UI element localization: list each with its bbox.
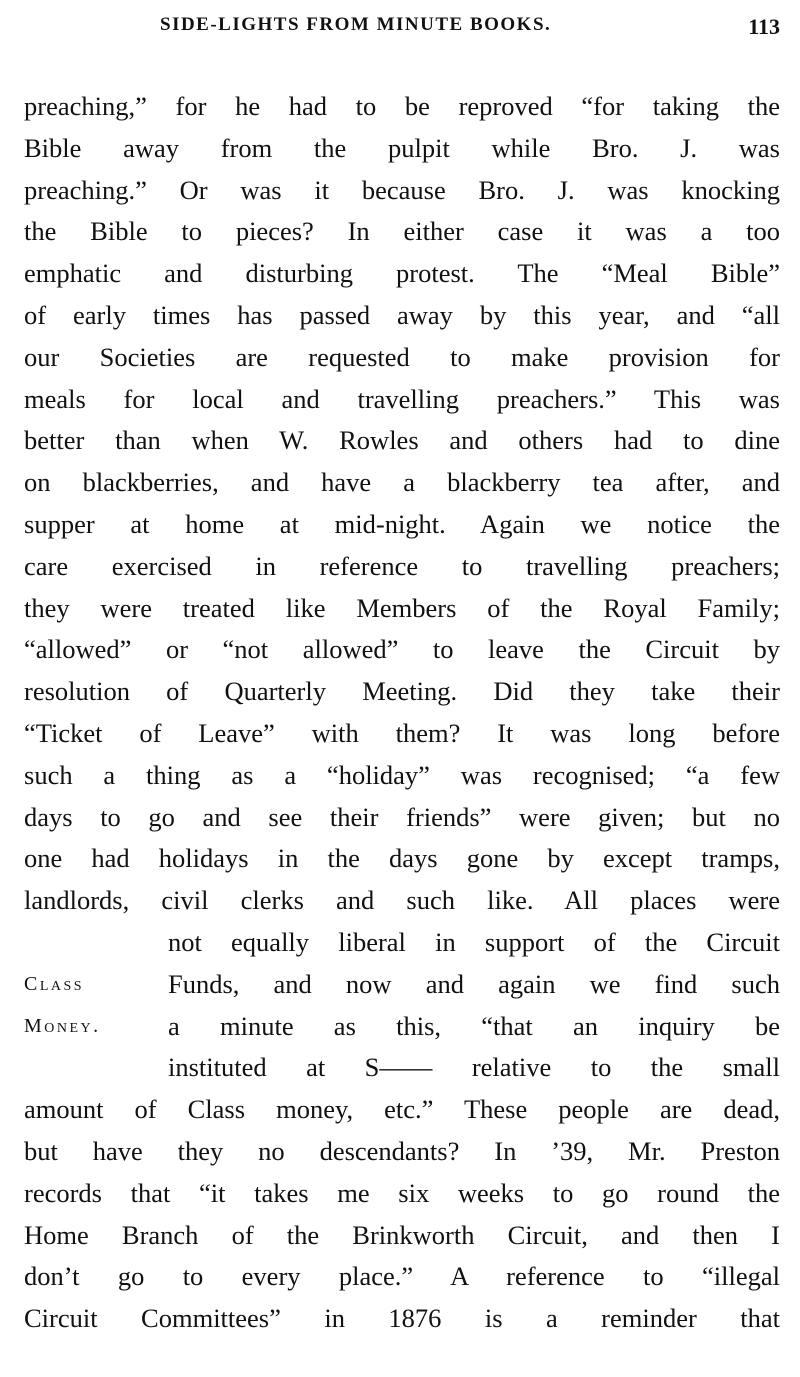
text-line: care exercised in reference to travelling preachers; [24, 550, 780, 581]
text-line: better than when W. Rowles and others had to dine [24, 425, 780, 456]
text-line: but have they no descendants? In ’39, Mr. Preston [24, 1135, 780, 1166]
text-line: don’t go to every place.” A reference to “illegal [24, 1261, 780, 1292]
text-line: landlords, civil clerks and such like. All places were [24, 885, 780, 916]
text-line: preaching.” Or was it because Bro. J. was knocking [24, 174, 780, 205]
text-line: amount of Class money, etc.” These people are dead, [24, 1094, 780, 1125]
text-line: “Ticket of Leave” with them? It was long before [24, 717, 780, 748]
text-line: Circuit Committees” in 1876 is a reminder that [24, 1303, 780, 1334]
margin-note-class: Class [24, 972, 85, 995]
text-line: supper at home at mid-night. Again we notice the [24, 508, 780, 539]
text-line: our Societies are requested to make provision for [24, 341, 780, 372]
text-line: Home Branch of the Brinkworth Circuit, and then I [24, 1219, 780, 1250]
text-line: on blackberries, and have a blackberry tea after, and [24, 467, 780, 498]
page-header [160, 14, 780, 44]
text-line: one had holidays in the days gone by except tramps, [24, 843, 780, 874]
text-line: resolution of Quarterly Meeting. Did they take their [24, 676, 780, 707]
text-line: Bible away from the pulpit while Bro. J. was [24, 132, 780, 163]
text-line: such a thing as a “holiday” was recognised; “a few [24, 759, 780, 790]
text-line: “allowed” or “not allowed” to leave the Circuit by [24, 634, 780, 665]
page-number: 113 [748, 14, 780, 39]
text-line: meals for local and travelling preachers.” This was [24, 383, 780, 414]
text-line: of early times has passed away by this year, and “all [24, 299, 780, 330]
running-title: SIDE-LIGHTS FROM MINUTE BOOKS. [160, 14, 552, 35]
text-line: instituted at S—— relative to the small [168, 1052, 780, 1083]
text-line: preaching,” for he had to be reproved “for taking the [24, 91, 780, 121]
text-line: records that “it takes me six weeks to go round the [24, 1177, 780, 1208]
text-line: Funds, and now and again we find such [168, 968, 780, 999]
margin-note-money: Money. [24, 1014, 101, 1037]
text-line: they were treated like Members of the Royal Family; [24, 592, 780, 623]
text-line: days to go and see their friends” were given; but no [24, 801, 780, 832]
text-line: emphatic and disturbing protest. The “Meal Bible” [24, 258, 780, 289]
text-line: the Bible to pieces? In either case it was a too [24, 216, 780, 247]
text-line: not equally liberal in support of the Circuit [168, 926, 780, 957]
text-line: a minute as this, “that an inquiry be [168, 1010, 780, 1041]
body-text [24, 86, 780, 1340]
